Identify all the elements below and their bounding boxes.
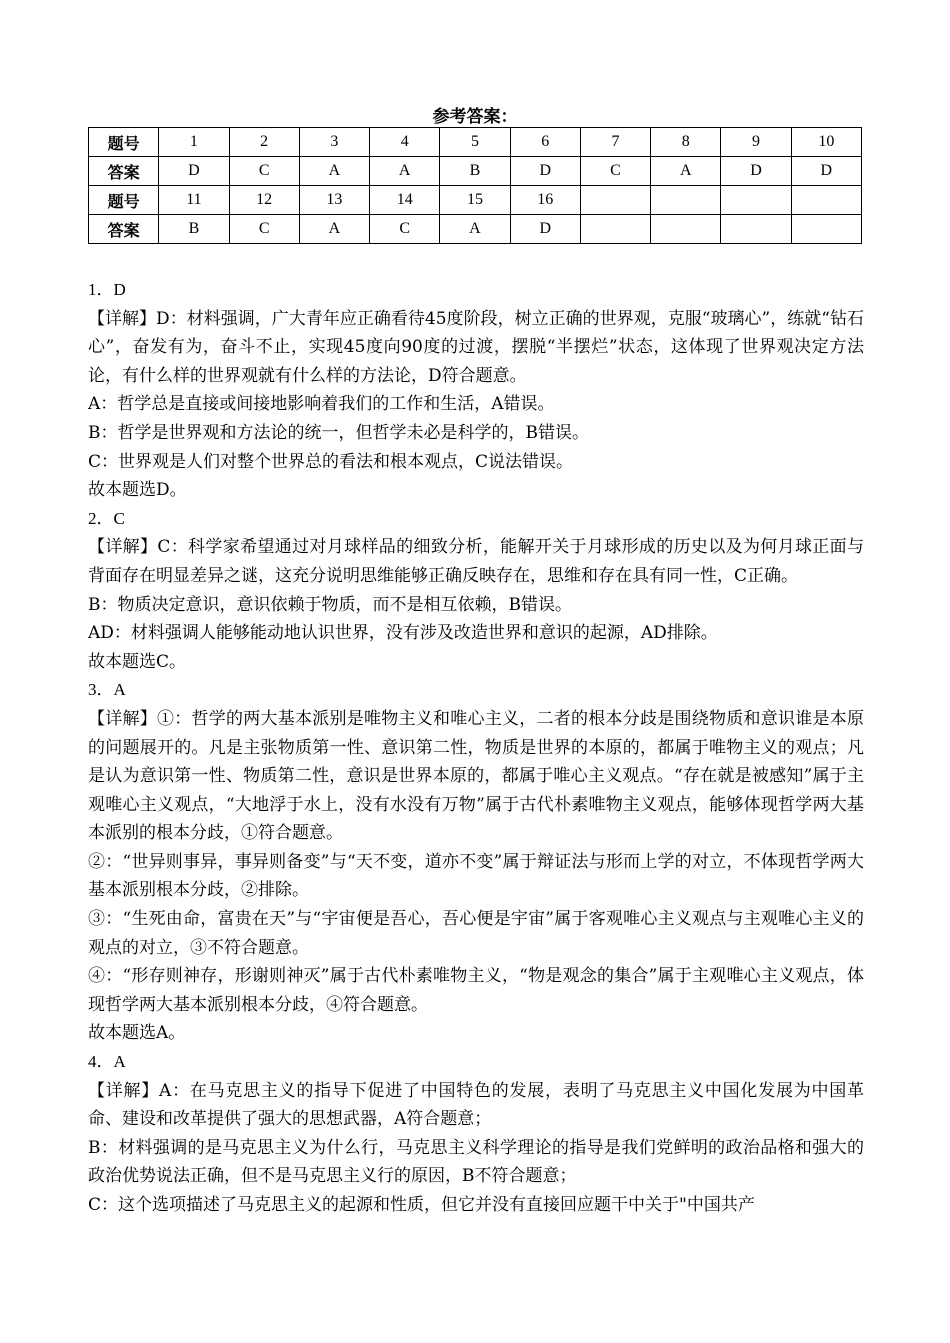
explanation-paragraph: B：材料强调的是马克思主义为什么行，马克思主义科学理论的指导是我们党鲜明的政治品格和强大的政治优势说法正确，但不是马克思主义行的原因，B不符合题意；: [88, 1137, 864, 1187]
explanation-paragraph: 故本题选C。: [88, 651, 187, 672]
explanation-paragraph: A：哲学总是直接或间接地影响着我们的工作和生活，A错误。: [88, 394, 555, 415]
table-cell: 10: [791, 128, 861, 157]
row-header: 答案: [89, 215, 159, 244]
table-cell: C: [229, 157, 299, 186]
explanation-paragraph: 故本题选D。: [88, 480, 187, 501]
explanation-paragraph: ②：“世异则事异，事异则备变”与“天不变，道亦不变”属于辩证法与形而上学的对立，不体现哲学两大基本派别根本分歧，②排除。: [88, 851, 864, 901]
explanation-paragraph: ④：“形存则神存，形谢则神灭”属于古代朴素唯物主义，“物是观念的集合”属于主观唯心主义观点，体现哲学两大基本派别根本分歧，④符合题意。: [88, 966, 864, 1015]
table-cell: [651, 186, 721, 215]
table-cell: [791, 186, 861, 215]
table-cell: 8: [651, 128, 721, 157]
table-cell: 1: [159, 128, 229, 157]
explanation-paragraph: 【详解】C：科学家希望通过对月球样品的细致分析，能解开关于月球形成的历史以及为何月球正面与背面存在明显差异之谜，这充分说明思维能够正确反映存在，思维和存在具有同一性，C正确。: [88, 537, 864, 586]
table-cell: [651, 215, 721, 244]
table-cell: 13: [299, 186, 369, 215]
explanation-paragraph: 故本题选A。: [88, 1023, 186, 1044]
table-cell: 4: [370, 128, 440, 157]
table-cell: 11: [159, 186, 229, 215]
table-cell: A: [299, 215, 369, 244]
table-cell: C: [370, 215, 440, 244]
table-cell: D: [721, 157, 791, 186]
table-cell: [580, 215, 650, 244]
question-number: 1．D: [88, 280, 126, 299]
table-cell: 15: [440, 186, 510, 215]
table-cell: [791, 215, 861, 244]
row-header: 题号: [89, 128, 159, 157]
row-header: 题号: [89, 186, 159, 215]
table-cell: 7: [580, 128, 650, 157]
table-cell: [721, 186, 791, 215]
table-cell: C: [580, 157, 650, 186]
question-number: 2．C: [88, 508, 125, 528]
table-cell: 3: [299, 128, 369, 157]
explanation-paragraph: 【详解】A：在马克思主义的指导下促进了中国特色的发展，表明了马克思主义中国化发展为中国革命、建设和改革提供了强大的思想武器，A符合题意；: [88, 1080, 864, 1130]
table-cell: A: [370, 157, 440, 186]
table-cell: D: [510, 215, 580, 244]
table-row: [89, 128, 862, 157]
table-cell: C: [229, 215, 299, 244]
table-row: [89, 157, 862, 186]
table-cell: 9: [721, 128, 791, 157]
row-header: 答案: [89, 157, 159, 186]
table-cell: B: [159, 215, 229, 244]
table-cell: A: [651, 157, 721, 186]
question-number: 4．A: [88, 1052, 126, 1072]
explanation-paragraph: B：哲学是世界观和方法论的统一，但哲学未必是科学的，B错误。: [88, 422, 589, 443]
explanation-paragraph: AD：材料强调人能够能动地认识世界，没有涉及改造世界和意识的起源，AD排除。: [88, 623, 718, 644]
table-cell: D: [510, 157, 580, 186]
answer-table: [88, 127, 862, 244]
table-cell: 6: [510, 128, 580, 157]
table-cell: D: [159, 157, 229, 186]
page-title: 参考答案：: [432, 107, 518, 127]
explanation-paragraph: 【详解】①：哲学的两大基本派别是唯物主义和唯心主义，二者的根本分歧是围绕物质和意识谁是本原的问题展开的。凡是主张物质第一性、意识第二性，物质是世界的本原的，都属于唯物主义的观点；凡是认为意识第一性、物质第二性，意识是世界本原的，都属于唯心主义观点。“存在就是被感知”属于主观唯心主义观点，“大地浮于水上，没有水没有万物”属于古代朴素唯物主义观点，能够体现哲学两大基本派别的根本分歧，①符合题意。: [88, 708, 864, 844]
table-cell: 2: [229, 128, 299, 157]
explanation-paragraph: 【详解】D：材料强调，广大青年应正确看待45度阶段，树立正确的世界观，克服“玻璃心”，练就“钻石心”，奋发有为，奋斗不止，实现45度向90度的过渡，摆脱“半摆烂”状态，这体现了世界观决定方法论，有什么样的世界观就有什么样的方法论，D符合题意。: [88, 308, 864, 386]
question-number: 3．A: [88, 680, 126, 700]
explanation-paragraph: C：这个选项描述了马克思主义的起源和性质，但它并没有直接回应题干中关于"中国共产: [88, 1195, 755, 1215]
table-cell: D: [791, 157, 861, 186]
table-cell: [580, 186, 650, 215]
explanation-paragraph: B：物质决定意识，意识依赖于物质，而不是相互依赖，B错误。: [88, 594, 572, 615]
table-cell: 12: [229, 186, 299, 215]
table-cell: 16: [510, 186, 580, 215]
table-cell: A: [440, 215, 510, 244]
table-cell: 14: [370, 186, 440, 215]
table-cell: A: [299, 157, 369, 186]
table-cell: [721, 215, 791, 244]
explanation-paragraph: ③：“生死由命，富贵在天”与“宇宙便是吾心，吾心便是宇宙”属于客观唯心主义观点与主观唯心主义的观点的对立，③不符合题意。: [88, 909, 864, 958]
table-cell: 5: [440, 128, 510, 157]
explanation-paragraph: C：世界观是人们对整个世界总的看法和根本观点，C说法错误。: [88, 451, 574, 472]
table-cell: B: [440, 157, 510, 186]
table-row: [89, 215, 862, 244]
explanation-body: [88, 276, 864, 1220]
table-row: [89, 186, 862, 215]
